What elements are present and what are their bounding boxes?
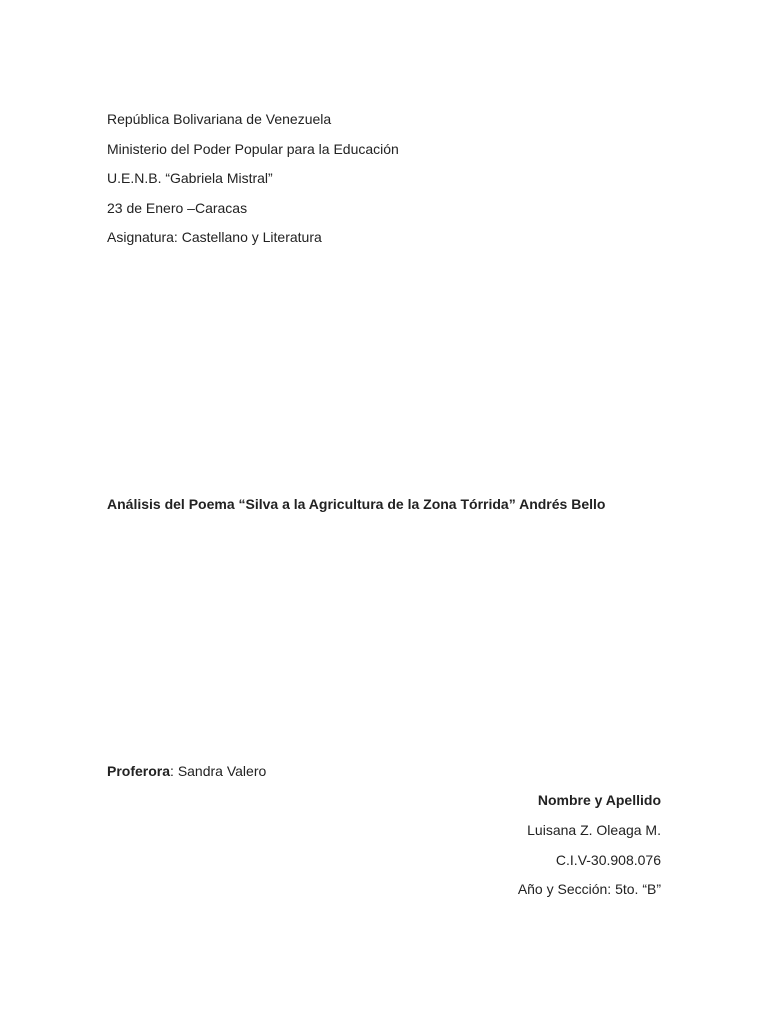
teacher-name: Sandra Valero	[177, 763, 267, 779]
student-name: Luisana Z. Oleaga M.	[527, 822, 661, 838]
teacher-separator: :	[170, 763, 178, 779]
student-section: Año y Sección: 5to. “B”	[517, 881, 661, 897]
header-ministry: Ministerio del Poder Popular para la Educación	[107, 141, 399, 157]
teacher-line	[107, 763, 266, 779]
teacher-label: Proferora	[107, 763, 171, 779]
header-location: 23 de Enero –Caracas	[107, 200, 248, 216]
student-id: C.I.V-30.908.076	[555, 852, 661, 868]
header-school: U.E.N.B. “Gabriela Mistral”	[107, 170, 273, 186]
header-country: República Bolivariana de Venezuela	[107, 111, 332, 127]
header-subject: Asignatura: Castellano y Literatura	[107, 229, 322, 245]
document-title: Análisis del Poema “Silva a la Agricultura de la Zona Tórrida” Andrés Bello	[107, 496, 606, 512]
student-heading: Nombre y Apellido	[537, 792, 661, 808]
